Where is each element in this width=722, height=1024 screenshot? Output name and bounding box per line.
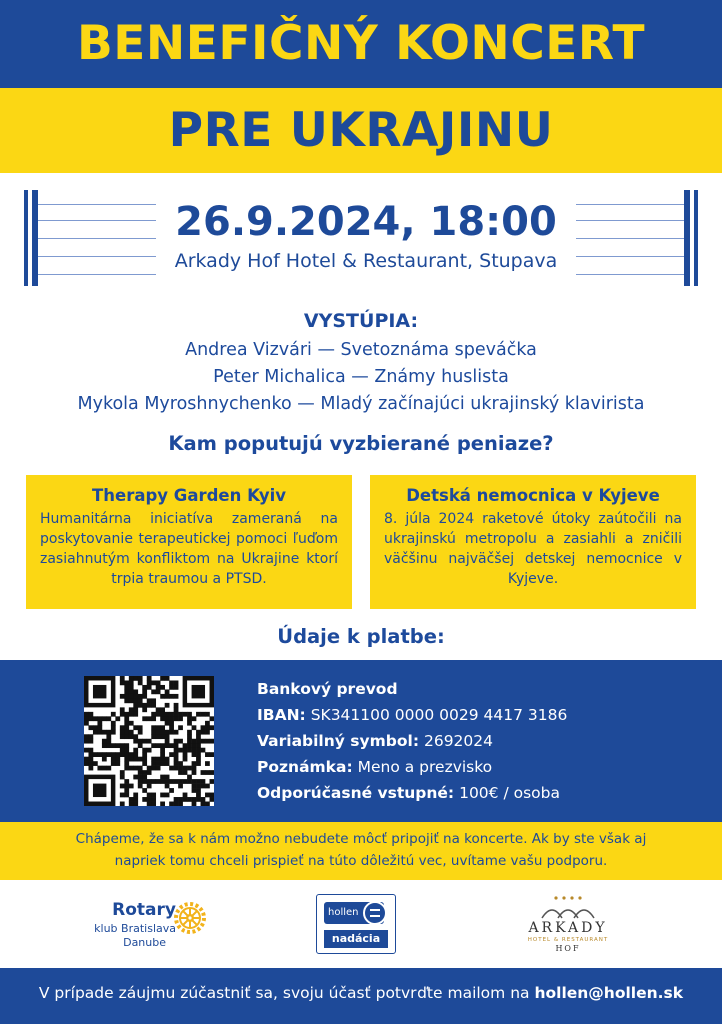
hollen-mark-icon [362,900,388,926]
arkady-logo [516,894,620,956]
card-title: Therapy Garden Kyiv [92,486,286,505]
rotary-sub-1: klub Bratislava [94,922,176,935]
title-line-1: BENEFIČNÝ KONCERT [0,0,722,88]
fee-label: Odporúčasné vstupné: [257,784,455,802]
card-title: Detská nemocnica v Kyjeve [406,486,660,505]
iban-value: SK341100 0000 0029 4417 3186 [310,706,568,724]
hollen-sub: nadácia [324,930,388,948]
footer-text: V prípade záujmu zúčastniť sa, svoju účasť potvrďte mailom na [38,984,530,1002]
qr-code-icon[interactable] [84,676,214,806]
payment-heading: Údaje k platbe: [277,625,445,648]
contact-email-link[interactable]: hollen@hollen.sk [534,984,684,1002]
event-venue: Arkady Hof Hotel & Restaurant, Stupava [174,250,558,272]
performer-3: Mykola Myroshnychenko — Mladý začínajúci ukrajinský klavirista [77,394,645,414]
iban-label: IBAN: [257,706,306,724]
event-datetime: 26.9.2024, 18:00 [175,199,557,245]
rotary-sub-2: Danube [123,936,166,949]
arkady-hof: HOF [555,944,581,953]
footer [0,984,722,1002]
note-label: Poznámka: [257,758,353,776]
rotary-name: Rotary [112,900,176,920]
support-note: Chápeme, že sa k nám možno nebudete môcť pripojiť na koncerte. Ak by ste však aj napriek tomu chceli prispieť na túto dôležitú vec, uvítame vašu podporu. [75,831,647,869]
rotary-logo [88,896,218,956]
hollen-logo [316,894,396,954]
performers-heading: VYSTÚPIA: [303,310,419,332]
performer-1: Andrea Vizvári — Svetoznáma speváčka [185,340,537,360]
vs-value: 2692024 [423,732,493,750]
beneficiary-card-childrens-hospital [370,475,696,609]
fee-value: 100€ / osoba [459,784,560,802]
event-date-box [24,190,698,286]
performer-2: Peter Michalica — Známy huslista [213,367,509,387]
arkady-sub: HOTEL & RESTAURANT [527,937,609,943]
payment-details [257,676,567,806]
vs-label: Variabilný symbol: [257,732,420,750]
title-line-2: PRE UKRAJINU [0,88,722,173]
arkady-name: ARKADY [528,920,608,936]
card-text: 8. júla 2024 raketové útoky zaútočili na ukrajinskú metropolu a zasiahli a zničili väčšinu najväčšej detskej nemocnice v Kyjeve. [384,511,682,587]
beneficiaries-heading: Kam poputujú vyzbierané peniaze? [168,432,554,455]
card-text: Humanitárna iniciatíva zameraná na poskytovanie terapeutickej pomoci ľuďom zasiahnutým konfliktom na Ukrajine ktorí trpia traumou a PTSD. [40,511,338,587]
beneficiary-card-therapy-garden [26,475,352,609]
note-value: Meno a prezvisko [357,758,493,776]
payment-method: Bankový prevod [257,680,398,698]
rotary-wheel-icon [172,900,208,936]
arkady-arches-icon [536,894,600,920]
hollen-name: hollen [324,902,384,924]
